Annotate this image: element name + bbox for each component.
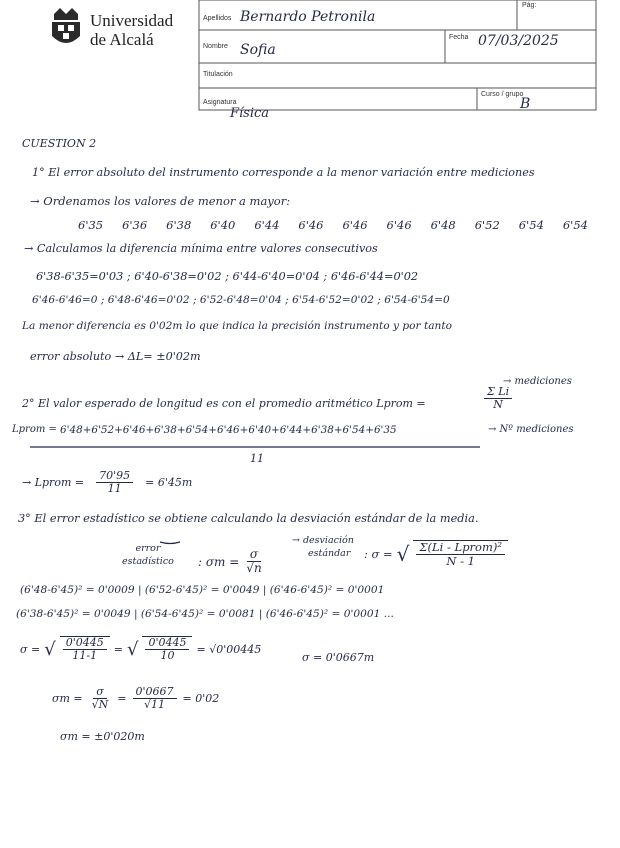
sigma-m-calculation: σm = $\frac{\sigma}{√N}$ = $\frac{0'0667}{√11}$ = 0'02: [52, 685, 220, 712]
sorted-value: 6'48: [430, 218, 456, 232]
crest-icon: [46, 6, 86, 50]
mean-result: [22, 470, 192, 495]
date-label: Fecha: [449, 34, 469, 41]
sigma-m-calc-label: σm =: [52, 692, 83, 706]
date-value: 07/03/2025: [478, 33, 559, 49]
course-group-value: B: [520, 96, 531, 112]
sigma-m-denominator: √n: [246, 561, 262, 576]
absolute-error-result: error absoluto → ΔL= ±0'02m: [30, 350, 201, 363]
squared-diffs-line1: (6'48-6'45)² = 0'0009 | (6'52-6'45)² = 0'0049 | (6'46-6'45)² = 0'0001: [20, 584, 385, 596]
std-dev-annotation-1: → desviación: [292, 535, 354, 546]
section1-line4: La menor diferencia es 0'02m lo que indica la precisión instrumento y por tanto: [22, 320, 452, 332]
sigma-formula: : σ = √ $\frac{\text{Σ(Li - Lprom)²}}{N - 1}$: [364, 540, 508, 567]
section3-line1: 3° El error estadístico se obtiene calculando la desviación estándar de la media.: [18, 512, 479, 525]
mean-result-numerator: 70'95: [96, 470, 133, 483]
section1-line3: → Calculamos la diferencia mínima entre valores consecutivos: [24, 242, 378, 255]
mean-formula-numerator: Σ Li: [484, 386, 512, 399]
sorted-value: 6'54: [562, 218, 588, 232]
mean-formula-denominator: N: [493, 398, 503, 412]
sigma-m-label: : σm =: [198, 554, 240, 569]
section1-line2: → Ordenamos los valores de menor a mayor:: [30, 194, 291, 208]
mean-formula: [484, 386, 512, 411]
sorted-value: 6'46: [342, 218, 368, 232]
sigma-m-calc-f1-denominator: √N: [91, 698, 109, 712]
sorted-value: 6'38: [166, 218, 192, 232]
sigma-m-calc-f2-numerator: 0'0667: [133, 686, 177, 699]
mean-result-label: → Lprom =: [22, 476, 85, 490]
sigma-label: : σ =: [364, 546, 393, 561]
lprom-label: Lprom =: [12, 424, 57, 435]
sigma-m-calc-value: = 0'02: [182, 692, 220, 706]
differences-line1: 6'38-6'35=0'03 ; 6'40-6'38=0'02 ; 6'44-6'40=0'04 ; 6'46-6'44=0'02: [36, 270, 419, 283]
sum-denominator: 11: [250, 452, 264, 465]
university-name: [90, 11, 173, 49]
sorted-value: 6'52: [474, 218, 500, 232]
statistical-error-label-2: estadístico: [122, 556, 174, 567]
std-dev-annotation-2: estándar: [308, 548, 351, 559]
statistical-error-result: σm = ±0'020m: [60, 730, 145, 743]
sigma-calc-sqrt: = √0'00445: [196, 642, 262, 656]
sigma-m-calc-f2-denominator: √11: [144, 698, 166, 712]
sorted-value: 6'54: [518, 218, 544, 232]
surname-label: Apellidos: [203, 15, 232, 22]
measurements-annotation: → mediciones: [503, 376, 572, 387]
mean-result-value: = 6'45m: [145, 476, 193, 490]
sigma-calculation: σ = √ $\frac{0'0445}{11-1}$ = √ $\frac{0'0445}{10}$ = √0'00445: [20, 636, 262, 663]
sorted-value: 6'36: [122, 218, 148, 232]
sorted-value: 6'46: [386, 218, 412, 232]
sigma-m-calc-f1-numerator: σ: [93, 686, 107, 699]
subject-label: Asignatura: [203, 99, 237, 106]
sigma-calc-f1-numerator: 0'0445: [63, 637, 107, 650]
sigma-calc-label: σ =: [20, 642, 41, 656]
name-value: Sofia: [240, 42, 276, 58]
sigma-m-formula: [198, 548, 265, 575]
section1-line1: 1° El error absoluto del instrumento corresponde a la menor variación entre mediciones: [32, 166, 535, 179]
sorted-value: 6'35: [78, 218, 104, 232]
name-label: Nombre: [203, 43, 228, 50]
sorted-value: 6'40: [210, 218, 236, 232]
statistical-error-label: [122, 542, 174, 568]
surname-value: Bernardo Petronila: [240, 9, 376, 25]
sigma-calc-f2-denominator: 10: [160, 649, 175, 663]
sorted-value: 6'46: [298, 218, 324, 232]
sigma-denominator: N - 1: [446, 553, 475, 568]
sigma-calc-f2-numerator: 0'0445: [145, 637, 189, 650]
squared-diffs-line2: (6'38-6'45)² = 0'0049 | (6'54-6'45)² = 0'0081 | (6'46-6'45)² = 0'0001 ...: [16, 608, 394, 620]
degree-label: Titulación: [203, 71, 233, 78]
sorted-value: 6'44: [254, 218, 280, 232]
section2-line1: 2° El valor esperado de longitud es con el promedio aritmético Lprom =: [22, 397, 426, 410]
university-line-1: Universidad: [90, 11, 174, 30]
university-logo: [46, 6, 86, 50]
statistical-error-label-1: error: [135, 543, 161, 554]
sigma-calc-f1-denominator: 11-1: [72, 649, 98, 663]
subject-value: Física: [230, 106, 270, 121]
mean-result-denominator: 11: [107, 482, 122, 496]
sorted-values: [78, 218, 588, 232]
count-annotation: → Nº mediciones: [488, 424, 574, 435]
sigma-result: σ = 0'0667m: [302, 651, 375, 664]
differences-line2: 6'46-6'46=0 ; 6'48-6'46=0'02 ; 6'52-6'48=0'04 ; 6'54-6'52=0'02 ; 6'54-6'54=0: [32, 294, 450, 306]
question-title: CUESTION 2: [22, 137, 97, 150]
course-group-label: Curso / grupo: [481, 91, 524, 98]
sum-expression: 6'48+6'52+6'46+6'38+6'54+6'46+6'40+6'44+6'38+6'54+6'35: [60, 424, 397, 436]
sigma-m-numerator: σ: [247, 548, 261, 562]
university-line-2: de Alcalá: [90, 30, 154, 49]
page-label: Pág:: [522, 2, 537, 9]
std-dev-annotation: [292, 534, 354, 560]
sigma-numerator: Σ(Li - Lprom)²: [416, 541, 505, 555]
